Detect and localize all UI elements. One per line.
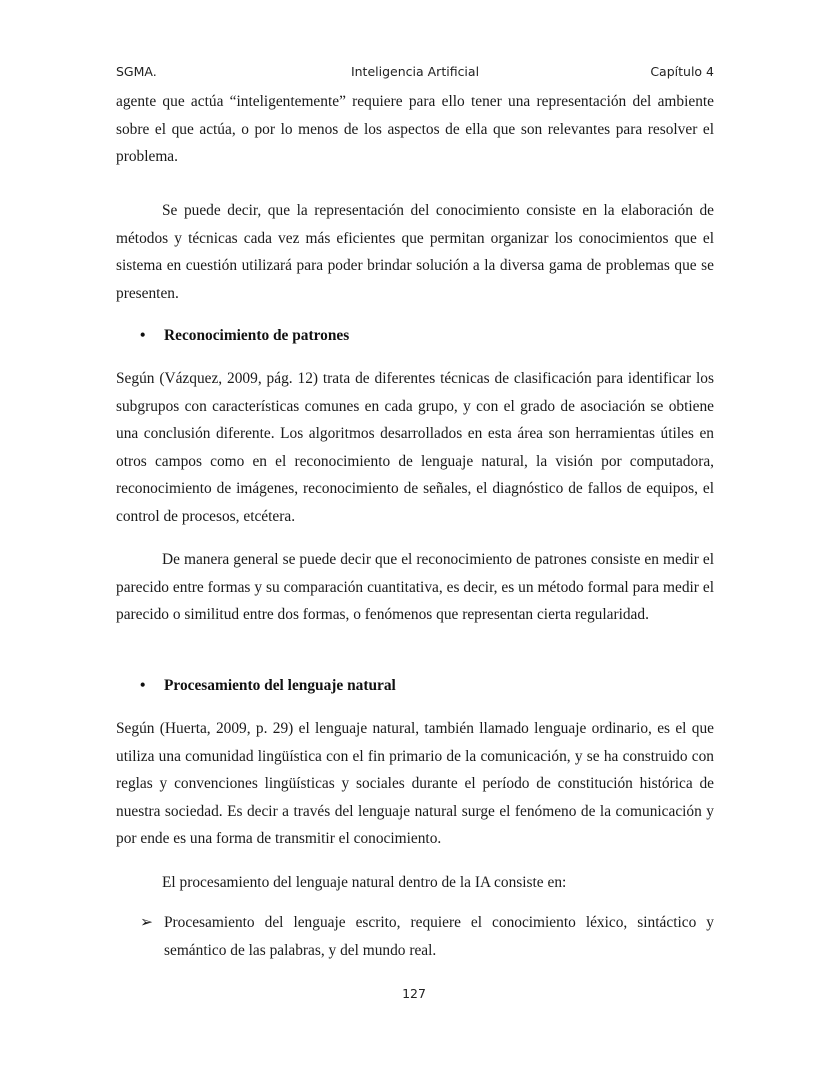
header-chapter: Capítulo 4 [650,64,714,79]
paragraph-6: El procesamiento del lenguaje natural dentro de la IA consiste en: [162,874,567,891]
paragraph-2: Se puede decir, que la representación del conocimiento consiste en la elaboración de métodos y técnicas cada vez más eficientes que permitan organizar los conocimientos que el sistema en cuestión utilizará para poder brindar solución a la diversa gama de problemas que se presenten. [116,202,714,302]
list-item [140,909,714,964]
heading-reconocimiento-patrones [140,327,349,345]
header-author: SGMA. [116,64,157,79]
paragraph-4: De manera general se puede decir que el reconocimiento de patrones consiste en medir el parecido entre formas y su comparación cuantitativa, es decir, es un método formal para medir el parecido o similitud entre dos formas, o fenómenos que representan cierta regularidad. [116,551,714,624]
list-item-text: Procesamiento del lenguaje escrito, requiere el conocimiento léxico, sintáctico y semántico de las palabras, y del mundo real. [164,914,714,959]
paragraph-1: agente que actúa “inteligentemente” requiere para ello tener una representación del ambiente sobre el que actúa, o por lo menos de los aspectos de ella que son relevantes para resolver el problema. [116,93,714,166]
bullet-icon: • [140,677,146,694]
heading-text: Procesamiento del lenguaje natural [164,677,396,694]
heading-procesamiento-lenguaje [140,677,396,695]
paragraph-3: Según (Vázquez, 2009, pág. 12) trata de diferentes técnicas de clasificación para identificar los subgrupos con características comunes en cada grupo, y con el grado de asociación se obtiene una conclusión diferente. Los algoritmos desarrollados en esta área son herramientas útiles en otros campos como en el reconocimiento de lenguaje natural, la visión por computadora, reconocimiento de imágenes, reconocimiento de señales, el diagnóstico de fallos de equipos, el control de procesos, etcétera. [116,370,714,525]
paragraph-5: Según (Huerta, 2009, p. 29) el lenguaje natural, también llamado lenguaje ordinario, es el que utiliza una comunidad lingüística con el fin primario de la comunicación, y se ha construido con reglas y convenciones lingüísticas y sociales durante el período de constitución histórica de nuestra sociedad. Es decir a través del lenguaje natural surge el fenómeno de la comunicación y por ende es una forma de transmitir el conocimiento. [116,720,714,848]
bullet-icon: • [140,327,146,344]
page-number: 127 [402,986,426,1001]
page-header [116,64,714,84]
arrow-bullet-icon: ➢ [140,914,153,931]
header-title: Inteligencia Artificial [350,64,480,79]
heading-text: Reconocimiento de patrones [164,327,350,344]
